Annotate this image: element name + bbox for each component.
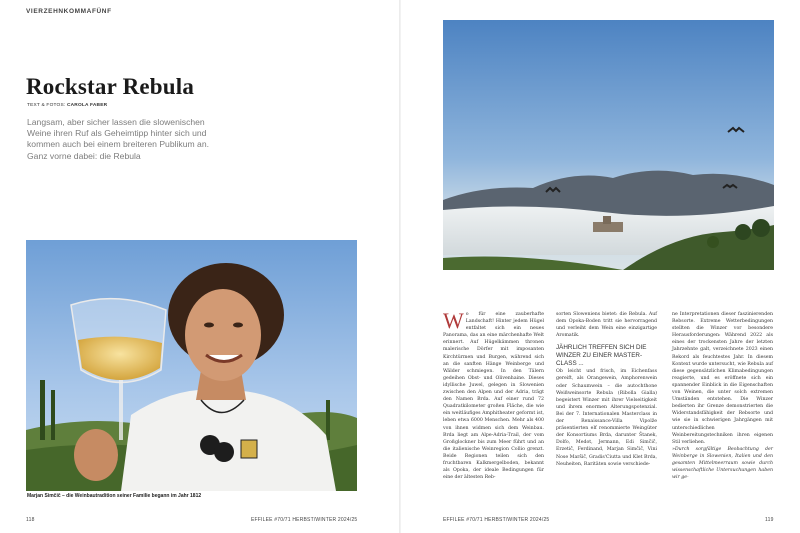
spread-gutter [399, 0, 401, 533]
column-2-text-before: sorten Sloweniens bietet: die Rebula. Auf dem Opoka-Boden tritt sie hervorragend und verleiht dem Wein eine einzigartige Aromatik. [556, 312, 657, 339]
body-column-3 [672, 311, 773, 481]
portrait-photo [26, 240, 357, 491]
body-column-2 [556, 311, 657, 468]
column-1-text: o für eine zauberhafte Landschaft! Hinter jedem Hügel entfaltet sich ein neues Panorama, das an eine märchenhafte Welt erinnert. Auf Hügelkämmen thronen malerische Dörfer mit imposanten Kirchtürmen und Burgen, während sich an die sanften Hänge Weinberge und Wälder schmiegen. In den Tälern gedeihen Obst- und Olivenhaine. Dieses idyllische Juwel, gelegen in Slowenien zwischen den Alpen und der Adria, trägt den Namen Brda. Auf einer rund 72 Quadratkilometer großen Fläche, die wie ein weitläufiges Amphitheater geformt ist, leben etwa 6000 Menschen. Mehr als 400 von ihnen widmen sich dem Weinbau. Brda liegt am Alpe-Adria-Trail, der vom Großglockner bis zum Meer führt und an die italienische Weinregion Collio grenzt. Beide Regionen teilen sich den fruchtbaren Kalkmergelboden, bekannt als Opoka, der ideale Bedingungen für eine der ältesten Reb- [443, 312, 544, 481]
page-number-left: 118 [26, 517, 35, 523]
column-3-italic: »Durch sorgfältige Beobachtung der Weinberge in Slowenien, Italien und den gesamten Mittelmeerraum sowie durch wissenschaftliche Untersuchungen haben wir ge- [672, 446, 773, 481]
byline [27, 103, 107, 108]
lead-paragraph: Langsam, aber sicher lassen die slowenischen Weine ihren Ruf als Geheimtipp hinter sich und kommen auch bei einem breiteren Publikum an. Ganz vorne dabei: die Rebula [27, 117, 209, 161]
column-3-text: ne Interpretationen dieser faszinierenden Rebsorte. Extreme Wetterbedingungen stellten die Winzer vor besondere Herausforderungen: Während 2022 als eines der trockensten Jahre der letzten Jahrzehnte galt, verzeichnete 2023 einen Rekord als feuchtestes Jahr. In diesem Kontext wurde untersucht, wie Rebula auf diese gegensätzlichen Klimabedingungen reagierte, und es eröffnete sich ein spannender Einblick in die Eigenschaften von Weinen, die unter solch extremen Umständen entstehen. Die Winzer bedierten ihr Grenze demonstrierten die Widerstandsfähigkeit der Rebsorte und wie sie in schwierigen Jahrgängen mit unterschiedlichen Weinbereitungstechniken ihren eigenen Stil verliehen. [672, 312, 773, 445]
article-title: Rockstar Rebula [26, 74, 195, 99]
page-number-right: 119 [765, 517, 774, 523]
folio-left: EFFILEE #70/71 HERBST/WINTER 2024/25 [251, 517, 358, 523]
landscape-photo [443, 20, 774, 270]
folio-right: EFFILEE #70/71 HERBST/WINTER 2024/25 [443, 517, 550, 523]
byline-author: CAROLA FABER [66, 103, 108, 108]
pull-quote: JÄHRLICH TREFFEN SICH DIE WINZER ZU EINER MASTER-CLASS ... [556, 344, 647, 368]
column-2-text-after: Ob leicht und frisch, im Eichenfass gereift, als Orangewein, Amphorenwein oder Schaumwein – die autochthone Weißweinsorte Rebula (Ribolla Gialla) begeistert Winzer mit ihrer Vielseitigkeit und ihrem enormen Alterungspotenzial. Bei der 7. Internationalen Masterclass in der Renaissance-Villa Vipolže präsentierten elf renommierte Weingüter der Konsortiums Brda, darunter Štanek, Dolfo, Medot, Jermann, Edi Simčič, Erzetič, Ferdinand, Marjan Simčič, Vini Nose Maršič, Gradis'Ciutta und Klet Brda, Neuheiten, Raritäten sowie verschiede- [556, 369, 657, 467]
drop-cap: W [443, 308, 464, 333]
body-column-1 [443, 308, 544, 481]
section-label: VIERZEHNKOMMAFÜNF [26, 8, 112, 15]
photo-caption: Marjan Simčič – die Weinbautradition seiner Familie begann im Jahr 1812 [27, 493, 202, 499]
byline-prefix: TEXT & FOTOS: [27, 103, 67, 108]
